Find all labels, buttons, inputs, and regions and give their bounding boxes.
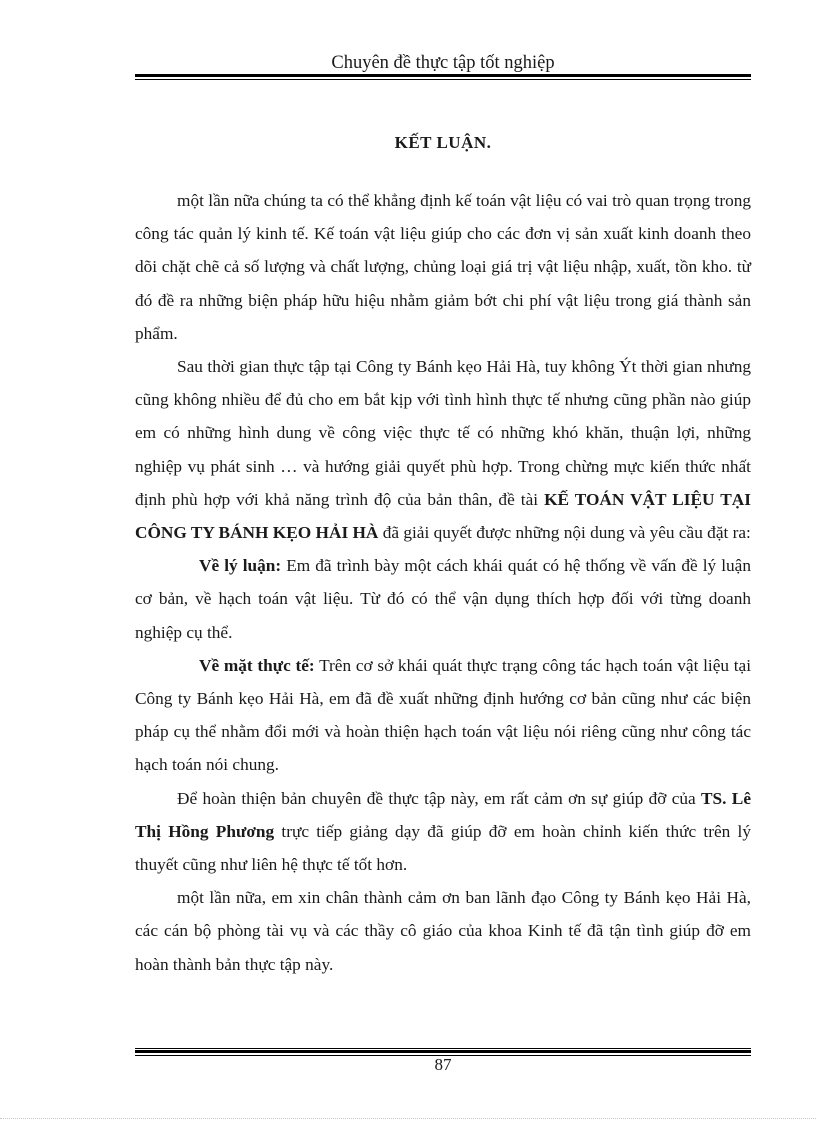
section-heading: KẾT LUẬN. — [394, 133, 492, 152]
paragraph-1: một lần nữa chúng ta có thể khẳng định kế toán vật liệu có vai trò quan trọng trong công tác quản lý kinh tế. Kế toán vật liệu giúp cho các đơn vị sản xuất kinh doanh theo dõi chặt chẽ cả số lượng và chất lượng, chủng loại giá trị vật liệu nhập, xuất, tồn kho. từ đó đề ra những biện pháp hữu hiệu nhằm giảm bớt chi phí vật liệu trong giá thành sản phẩm. — [135, 191, 751, 343]
page-header-title: Chuyên đề thực tập tốt nghiệp — [331, 53, 555, 73]
header-rule-thick — [135, 74, 751, 77]
paragraph-3-label: Về lý luận: — [199, 556, 282, 576]
page-number: 87 — [434, 1055, 452, 1074]
paragraph-2-topic: KẾ TOÁN VẬT LIỆU TẠI CÔNG TY BÁNH KẸO HẢI HÀ — [135, 489, 751, 543]
paragraph-2 — [135, 350, 751, 549]
document-body — [135, 184, 751, 981]
paragraph-5-text-a: Để hoàn thiện bản chuyên đề thực tập này, em rất cảm ơn sự giúp đỡ của — [177, 788, 702, 808]
paragraph-4-label: Về mặt thực tế: — [199, 655, 315, 675]
footer-rule-thin-top — [135, 1048, 751, 1049]
paragraph-4-text: Trên cơ sở khái quát thực trạng công tác hạch toán vật liệu tại Công ty Bánh kẹo Hải Hà, em đã đề xuất những định hướng cơ bản cũng như các biện pháp cụ thể nhằm đổi mới và hoàn thiện hạch toán vật liệu nói riêng cũng như công tác hạch toán nói chung. — [135, 655, 751, 775]
paragraph-5-name: TS. Lê Thị Hồng Phương — [135, 788, 752, 841]
header-rule-thin — [135, 79, 751, 80]
paragraph-5-text-b: trực tiếp giảng dạy đã giúp đỡ em hoàn chỉnh kiến thức trên lý thuyết cũng như liên hệ thực tế tốt hơn. — [135, 821, 751, 875]
paragraph-6: một lần nữa, em xin chân thành cảm ơn ban lãnh đạo Công ty Bánh kẹo Hải Hà, các cán bộ phòng tài vụ và các thầy cô giáo của khoa Kinh tế đã tận tình giúp đỡ em hoàn thành bản thực tập này. — [135, 888, 751, 974]
paragraph-3-text: Em đã trình bày một cách khái quát có hệ thống về vấn đề lý luận cơ bản, về hạch toán vật liệu. Từ đó có thể vận dụng thích hợp đối với từng doanh nghiệp cụ thể. — [135, 556, 751, 642]
page-edge-dotted-line — [0, 1118, 816, 1119]
paragraph-4 — [135, 649, 751, 782]
paragraph-3 — [135, 549, 751, 649]
paragraph-5 — [135, 782, 751, 882]
paragraph-2-text-b: đã giải quyết được những nội dung và yêu cầu đặt ra: — [378, 523, 751, 543]
footer-rule-thick — [135, 1050, 751, 1053]
paragraph-2-text-a: Sau thời gian thực tập tại Công ty Bánh kẹo Hải Hà, tuy không Ýt thời gian nhưng cũng không nhiều để đủ cho em bắt kịp với tình hình thực tế nhưng cũng phần nào giúp em có những hình dung về công việc thực tế có những khó khăn, thuận lợi, những nghiệp vụ phát sinh … và hướng giải quyết phù hợp. Trong chừng mực kiến thức nhất định phù hợp với khả năng trình độ của bản thân, đề tài — [135, 357, 751, 509]
